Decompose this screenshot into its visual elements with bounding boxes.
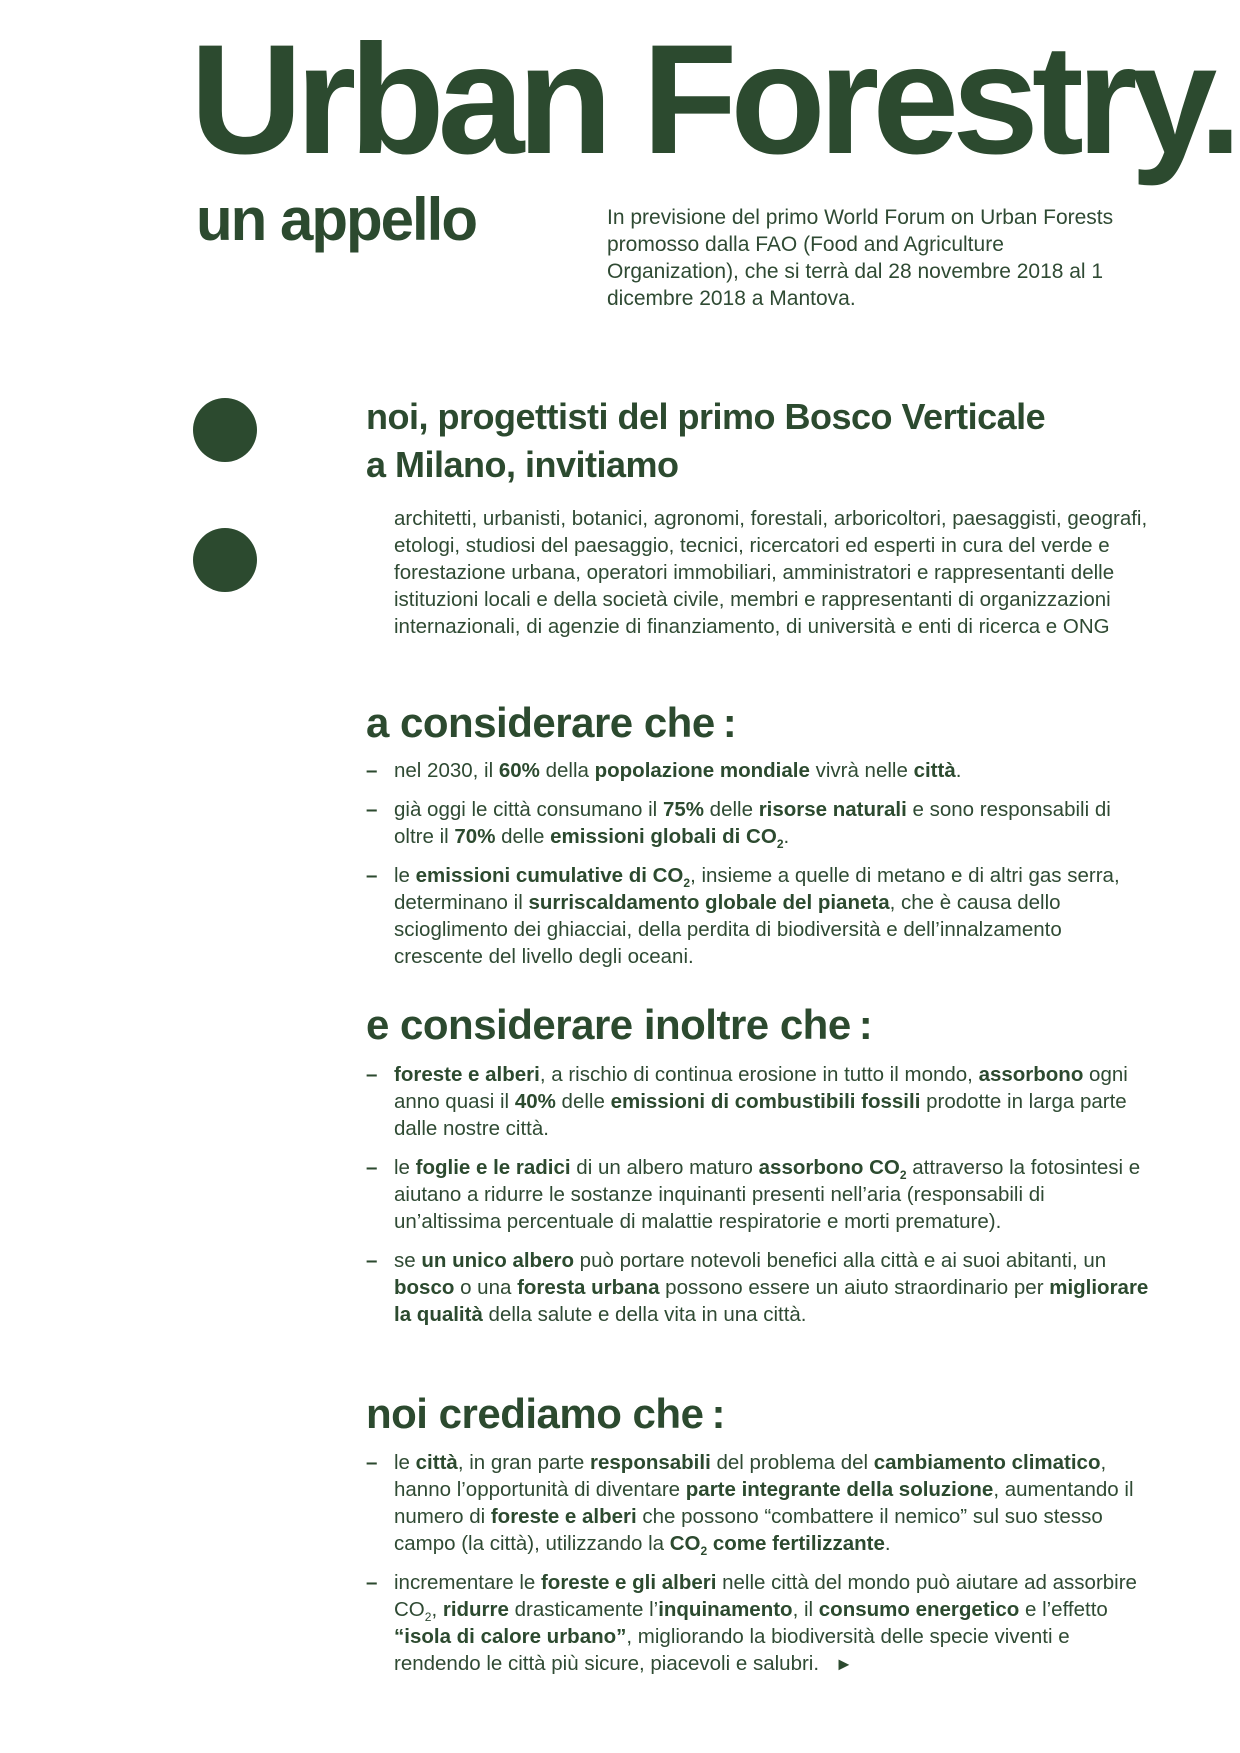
section3-list bbox=[366, 1449, 1156, 1690]
section3-heading-colon: : bbox=[711, 1390, 725, 1437]
body-text: vivrà nelle bbox=[809, 759, 914, 782]
body-text: , aumentando il numero di bbox=[394, 1478, 1134, 1528]
emphasis-text: 60% bbox=[498, 759, 540, 782]
list-dash-icon: – bbox=[366, 798, 378, 821]
emphasis-text: 2 bbox=[683, 876, 691, 891]
body-text: delle bbox=[495, 825, 551, 848]
invite-heading-line1: noi, progettisti del primo Bosco Verticale bbox=[366, 396, 1046, 437]
section3-heading bbox=[366, 1390, 725, 1437]
emphasis-text: foglie e le radici bbox=[415, 1156, 571, 1179]
emphasis-text: 2 bbox=[899, 1168, 907, 1183]
emphasis-text: popolazione mondiale bbox=[594, 759, 810, 782]
section3-heading-text: noi crediamo che bbox=[366, 1390, 704, 1437]
emphasis-text: bosco bbox=[394, 1276, 455, 1299]
body-text: . bbox=[955, 759, 962, 782]
emphasis-text: emissioni di combustibili fossili bbox=[610, 1090, 921, 1113]
body-text: attraverso la fotosintesi e aiutano a ridurre le sostanze inquinanti presenti nell’aria (responsabili di un’altissima percentuale di malattie respiratorie e morti premature). bbox=[394, 1156, 1141, 1233]
emphasis-text: 70% bbox=[454, 825, 496, 848]
body-text: . bbox=[783, 825, 790, 848]
decorative-dot-bottom bbox=[193, 528, 257, 592]
section1-heading bbox=[366, 699, 737, 746]
body-text: del problema del bbox=[710, 1451, 874, 1474]
body-text: ogni anno quasi il bbox=[394, 1063, 1128, 1113]
emphasis-text: inquinamento bbox=[658, 1598, 793, 1621]
body-text: che possono “combattere il nemico” sul suo stesso campo (la città), utilizzando la bbox=[394, 1505, 1103, 1555]
emphasis-text: foreste e alberi bbox=[394, 1063, 540, 1086]
body-text: può portare notevoli benefici alla città e ai suoi abitanti, un bbox=[573, 1249, 1107, 1272]
emphasis-text: assorbono CO bbox=[758, 1156, 900, 1179]
emphasis-text: 2 bbox=[776, 837, 784, 852]
emphasis-text: cambiamento climatico bbox=[873, 1451, 1101, 1474]
body-text: . bbox=[884, 1532, 891, 1555]
list-dash-icon: – bbox=[366, 1063, 378, 1086]
emphasis-text: assorbono bbox=[978, 1063, 1084, 1086]
list-dash-icon: – bbox=[366, 759, 378, 782]
body-text: , a rischio di continua erosione in tutto il mondo, bbox=[539, 1063, 979, 1086]
page-title: Urban Forestry. bbox=[190, 13, 1236, 187]
emphasis-text: migliorare la qualità bbox=[394, 1276, 1149, 1326]
page-subtitle: un appello bbox=[196, 186, 476, 253]
body-text: le bbox=[394, 864, 416, 887]
body-text: , hanno l’opportunità di diventare bbox=[394, 1451, 1107, 1501]
body-text: drasticamente l’ bbox=[508, 1598, 659, 1621]
body-text: , insieme a quelle di metano e di altri gas serra, determinano il bbox=[394, 864, 1120, 914]
emphasis-text: CO bbox=[669, 1532, 701, 1555]
emphasis-text: città bbox=[913, 759, 956, 782]
section2-heading-colon: : bbox=[858, 1001, 873, 1048]
list-dash-icon: – bbox=[366, 1571, 378, 1594]
body-text: nelle città del mondo può aiutare ad assorbire CO bbox=[394, 1571, 1137, 1621]
list-item bbox=[366, 1061, 1156, 1142]
emphasis-text: parte integrante della soluzione bbox=[685, 1478, 994, 1501]
body-text: possono essere un aiuto straordinario per bbox=[659, 1276, 1050, 1299]
body-text: , migliorando la biodiversità delle specie viventi e rendendo le città più sicure, piacevoli e salubri. bbox=[394, 1625, 1070, 1675]
body-text: , che è causa dello scioglimento dei ghiacciai, della perdita di biodiversità e dell’innalzamento crescente del livello degli oceani. bbox=[394, 891, 1062, 968]
emphasis-text: città bbox=[415, 1451, 458, 1474]
section2-heading bbox=[366, 1001, 873, 1048]
body-text: della salute e della vita in una città. bbox=[482, 1303, 807, 1326]
body-text: , bbox=[431, 1598, 443, 1621]
emphasis-text: 2 bbox=[700, 1544, 708, 1559]
emphasis-text: 40% bbox=[514, 1090, 556, 1113]
list-item bbox=[366, 796, 1156, 850]
body-text: le bbox=[394, 1156, 416, 1179]
list-dash-icon: – bbox=[366, 1156, 378, 1179]
body-text: se bbox=[394, 1249, 422, 1272]
emphasis-text: foreste e alberi bbox=[490, 1505, 637, 1528]
emphasis-text: risorse naturali bbox=[758, 798, 907, 821]
invite-heading-line2: a Milano, invitiamo bbox=[366, 444, 679, 485]
emphasis-text: ridurre bbox=[442, 1598, 509, 1621]
emphasis-text: emissioni cumulative di CO bbox=[415, 864, 684, 887]
emphasis-text: “isola di calore urbano” bbox=[394, 1625, 627, 1648]
audience-paragraph: architetti, urbanisti, botanici, agronomi, forestali, arboricoltori, paesaggisti, geografi, etologi, studiosi del paesaggio, tecnici, ricercatori ed esperti in cura del verde e forestazione urbana, operatori immobiliari, amministratori e rappresentanti delle istituzioni locali e della società civile, membri e rappresentanti di organizzazioni internazionali, di agenzie di finanziamento, di università e enti di ricerca e ONG bbox=[394, 507, 1148, 638]
section1-heading-text: a considerare che bbox=[366, 699, 715, 746]
decorative-dot-top bbox=[193, 398, 257, 462]
section1-heading-colon: : bbox=[722, 699, 737, 746]
emphasis-text: 75% bbox=[662, 798, 704, 821]
body-text: o una bbox=[454, 1276, 518, 1299]
next-page-arrow-icon: ► bbox=[835, 1654, 853, 1674]
list-item bbox=[366, 1154, 1156, 1235]
emphasis-text: responsabili bbox=[590, 1451, 711, 1474]
list-item bbox=[366, 757, 1156, 784]
body-text: prodotte in larga parte dalle nostre città. bbox=[394, 1090, 1127, 1140]
body-text: incrementare le bbox=[394, 1571, 541, 1594]
emphasis-text: surriscaldamento globale del pianeta bbox=[528, 891, 890, 914]
body-text: 2 bbox=[424, 1610, 432, 1625]
list-dash-icon: – bbox=[366, 1451, 378, 1474]
body-text: e l’effetto bbox=[1019, 1598, 1108, 1621]
body-text: di un albero maturo bbox=[570, 1156, 759, 1179]
emphasis-text: come fertilizzante bbox=[707, 1532, 885, 1555]
list-item bbox=[366, 1449, 1156, 1557]
invite-heading bbox=[366, 393, 1045, 489]
body-text: , in gran parte bbox=[457, 1451, 591, 1474]
emphasis-text: foresta urbana bbox=[517, 1276, 660, 1299]
section1-list bbox=[366, 757, 1156, 982]
emphasis-text: emissioni globali di CO bbox=[550, 825, 777, 848]
body-text: le bbox=[394, 1451, 416, 1474]
body-text: nel 2030, il bbox=[394, 759, 499, 782]
body-text: già oggi le città consumano il bbox=[394, 798, 663, 821]
list-item bbox=[366, 1247, 1156, 1328]
body-text: della bbox=[539, 759, 595, 782]
list-dash-icon: – bbox=[366, 864, 378, 887]
body-text: delle bbox=[555, 1090, 611, 1113]
emphasis-text: un unico albero bbox=[421, 1249, 574, 1272]
list-dash-icon: – bbox=[366, 1249, 378, 1272]
body-text: e sono responsabili di oltre il bbox=[394, 798, 1111, 848]
emphasis-text: foreste e gli alberi bbox=[540, 1571, 717, 1594]
intro-paragraph: In previsione del primo World Forum on Urban Forests promosso dalla FAO (Food and Agriculture Organization), che si terrà dal 28 novembre 2018 al 1 dicembre 2018 a Mantova. bbox=[607, 206, 1114, 310]
section2-heading-text: e considerare inoltre che bbox=[366, 1001, 851, 1048]
section2-list bbox=[366, 1061, 1156, 1340]
list-item bbox=[366, 1569, 1156, 1678]
body-text: , il bbox=[792, 1598, 819, 1621]
emphasis-text: consumo energetico bbox=[818, 1598, 1020, 1621]
list-item bbox=[366, 862, 1156, 970]
body-text: delle bbox=[703, 798, 759, 821]
